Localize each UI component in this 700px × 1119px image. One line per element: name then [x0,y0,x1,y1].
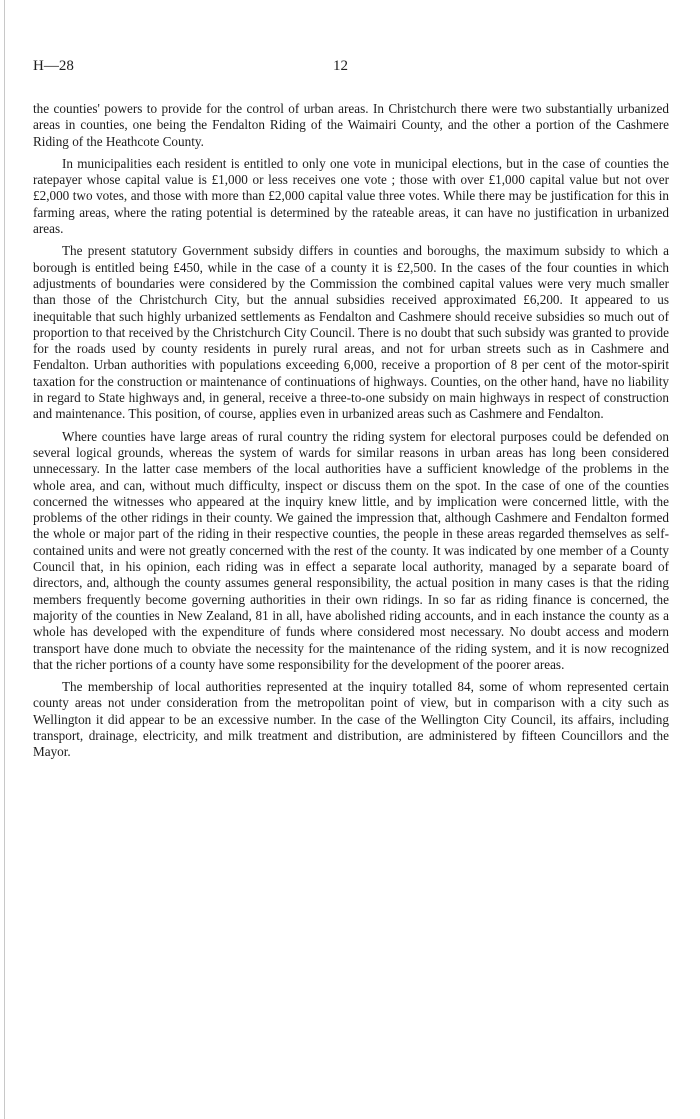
paragraph-continued: the counties' powers to provide for the control of urban areas. In Christchurch there were two substantially urbanized areas in counties, one being the Fendalton Riding of the Waimairi County, and the other a portion of the Cashmere Riding of the Heathcote County. [33,101,669,149]
page-number: 12 [333,58,348,74]
page-edge-rule [4,0,5,1119]
paragraph-subsidy: The present statutory Government subsidy differs in counties and boroughs, the maximum subsidy to which a borough is entitled being £450, while in the case of a county it is £2,500. In the cases of the four counties in which adjustments of boundaries were considered by the Commission the combined capital values were very much smaller than those of the Christchurch City, but the annual subsidies received approximated £6,200. It appeared to us inequitable that such highly urbanized settlements as Fendalton and Cashmere should receive subsidies so much out of proportion to that received by the Christchurch City Council. There is no doubt that such subsidy was granted to provide for the roads used by county residents in purely rural areas, and not for urban streets such as in Cashmere and Fendalton. Urban authorities with populations exceeding 6,000, receive a proportion of 8 per cent of the motor-spirit taxation for the construction or maintenance of continuations of highways. Counties, on the other hand, have no liability in regard to State highways and, in general, receive a three-to-one subsidy on main highways in respect of construction and maintenance. This position, of course, applies even in urbanized areas such as Cashmere and Fendalton. [33,243,669,422]
body-text [33,101,669,767]
page-header [33,58,669,84]
document-reference: H—28 [33,58,74,74]
paragraph-membership: The membership of local authorities represented at the inquiry totalled 84, some of whom represented certain county areas not under consideration from the metropolitan point of view, but in comparison with a city such as Wellington it did appear to be an excessive number. In the case of the Wellington City Council, its affairs, including transport, drainage, electricity, and milk treatment and distribution, are administered by fifteen Councillors and the Mayor. [33,679,669,760]
paragraph-riding-system: Where counties have large areas of rural country the riding system for electoral purposes could be defended on several logical grounds, whereas the system of wards for similar reasons in urban areas has long been considered unnecessary. In the latter case members of the local authorities have a sufficient knowledge of the problems in the whole area, and can, without much difficulty, inspect or discuss them on the spot. In the case of one of the counties concerned the witnesses who appeared at the inquiry knew little, and by implication were concerned little, with the problems of the other ridings in their county. We gained the impression that, although Cashmere and Fendalton formed the whole or major part of the riding in their respective counties, the people in these areas regarded themselves as self-contained units and were not greatly concerned with the rest of the county. It was indicated by one member of a County Council that, in his opinion, each riding was in effect a separate local authority, managed by a separate board of directors, and, although the county assumes general responsibility, the actual position in many cases is that the riding members frequently become governing authorities in their own ridings. In so far as riding finance is concerned, the majority of the counties in New Zealand, 81 in all, have abolished riding accounts, and in each instance the county as a whole has developed with the expenditure of funds where considered most necessary. No doubt access and modern transport have done much to obviate the necessity for the maintenance of the riding system, and it is now recognized that the richer portions of a county have some responsibility for the development of the poorer areas. [33,428,669,672]
paragraph-voting: In municipalities each resident is entitled to only one vote in municipal elections, but in the case of counties the ratepayer whose capital value is £1,000 or less receives one vote ; those with over £1,000 capital value but not over £2,000 two votes, and those with more than £2,000 capital value three votes. While there may be justification for this in farming areas, where the rating potential is determined by the rateable areas, it can have no justification in urbanized areas. [33,155,669,237]
